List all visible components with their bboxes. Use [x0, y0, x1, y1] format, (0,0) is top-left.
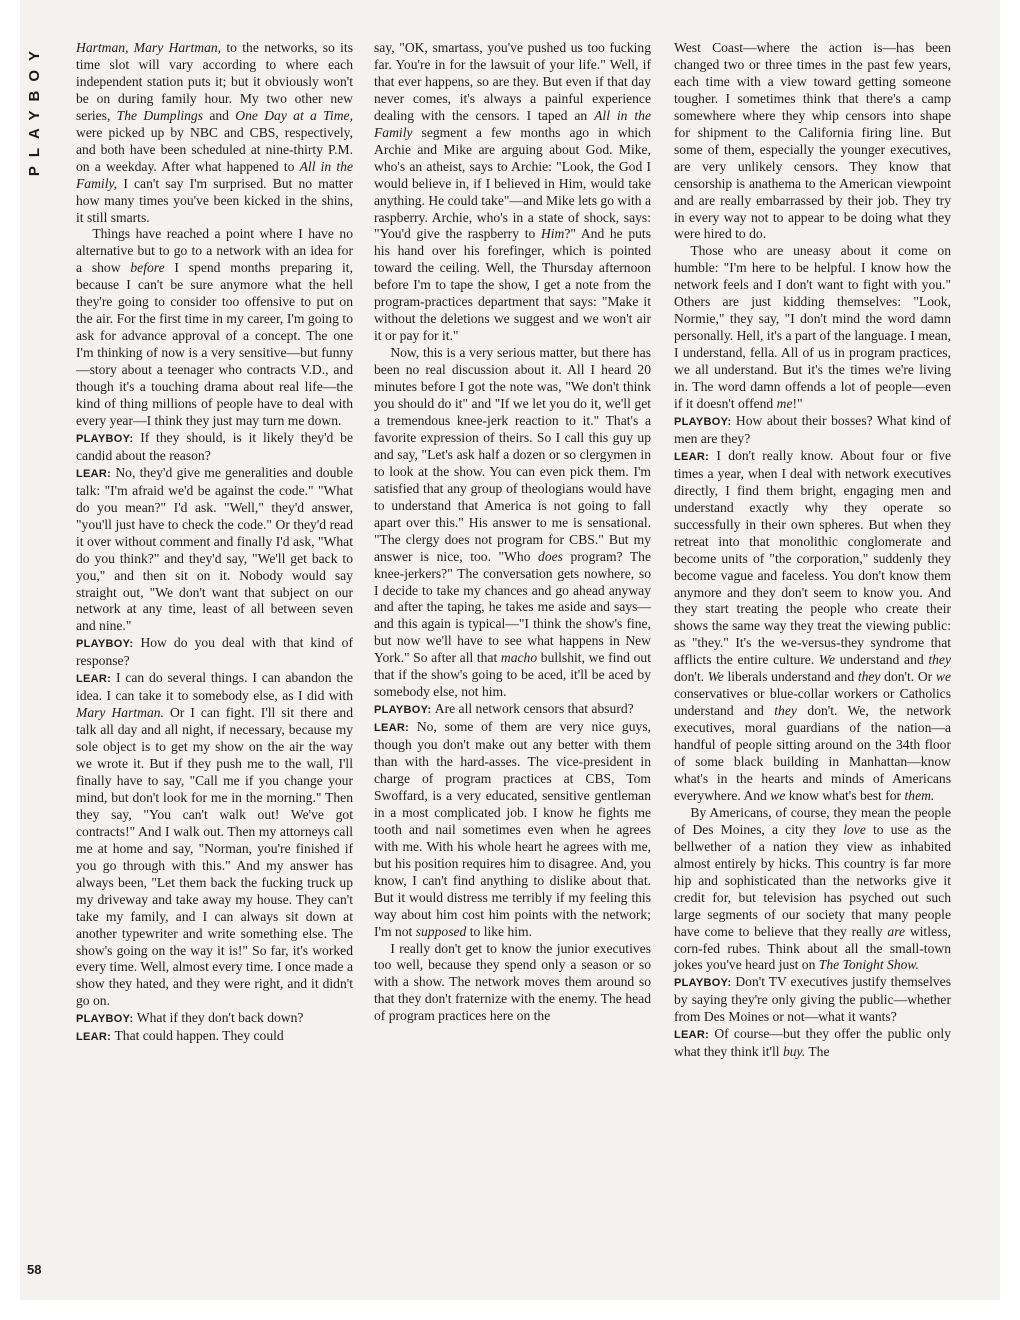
paragraph-text: I can do several things. I can abandon the idea. I can take it to somebody else, as I did with Mary Hartman. Or I can fight. I'll sit there and talk all day and all night, if necessary, because my sole object is to get my show on the air the way we wrote it. But if they push me to the wall, I'll finally have to say, "Call me if you change your mind, but don't look for me in the morning." Then they say, "You can't walk out! We've got contracts!" And I walk out. Then my attorneys call me at home and say, "Norman, you're finished if you go through with this." And my answer has always been, "Let them back the fucking truck up my driveway and take away my house. They can't take my family, and I can always sit down at another typewriter and write something else. The show's going on the way it is!" So far, it's worked every time. Well, almost every time. I once made a show they hated, and they were right, and it didn't go on. [76, 670, 353, 1009]
paragraph [76, 1010, 353, 1028]
paragraph-text: Things have reached a point where I have no alternative but to go to a network with an idea for a show before I spend months preparing it, because I can't be sure anymore what the hell they're going to consider too offensive to put on the air. For the first time in my career, I'm going to ask for advance approval of a concept. The one I'm thinking of now is a very sensitive—but funny—story about a teenager who contracts V.D., and though it's a touching drama about real life—the kind of thing millions of people have to deal with every year—I think they just may turn me down. [76, 226, 353, 428]
paragraph-text: Hartman, Mary Hartman, to the networks, so its time slot will vary according to where each independent station puts it; but it obviously won't be on during family hour. My two other new series, The Dumplings and One Day at a Time, were picked up by NBC and CBS, respectively, and both have been scheduled at nine-thirty P.M. on a weekday. After what happened to All in the Family, I can't say I'm surprised. But no matter how many times you've been kicked in the shins, it still smarts. [76, 40, 353, 225]
paragraph [674, 805, 951, 975]
paragraph-text: No, they'd give me generalities and double talk: "I'm afraid we'd be against the code." "What do you mean?" I'd ask. "Well," they'd answer, "you'll just have to check the code." Or they'd read it over without comment and finally I'd ask, "What do you think?" and they'd say, "We'll get back to you," and then sit on it. Nobody would say straight out, "We don't want that subject on our network at any time, least of all between seven and nine." [76, 464, 354, 634]
paragraph-text: West Coast—where the action is—has been changed two or three times in the past few years, each time with a view toward getting someone tougher. I sometimes think that there's a camp somewhere where they whip censors into shape for shipment to the California firing line. But some of them, especially the younger executives, are very unlikely censors. They know that censorship is anathema to the American viewpoint and are really embarrassed by their job. They try in every way not to appear to be doing what they were hired to do. [674, 40, 951, 242]
text-column-2 [374, 40, 651, 1025]
speaker-label: PLAYBOY: [374, 704, 435, 717]
paragraph-text: Of course—but they offer the public only what they think it'll buy. The [674, 1026, 951, 1060]
speaker-label: PLAYBOY: [76, 432, 141, 445]
paragraph-text: By Americans, of course, they mean the people of Des Moines, a city they love to use as the bellwether of a nation they view as inhabited almost entirely by hicks. This country is far more hip and sophisticated than the networks give it credit for, but television has psyched out such large segments of our society that many people have come to believe that they really are witless, corn-fed rubes. Think about all the small-town jokes you've heard just on The Tonight Show. [674, 804, 951, 973]
text-column-3 [674, 40, 951, 1061]
paragraph [76, 40, 353, 226]
paragraph [674, 40, 951, 243]
paragraph-text: Those who are uneasy about it come on humble: "I'm here to be helpful. I know how the network feels and I don't want to fight with you." Others are just kidding themselves: "Look, Normie," they say, "I don't mind the word damn personally. Hell, it's a part of the language. I mean, I understand, fella. All of us in program practices, we all understand. But it's the times we're living in. The word damn offends a lot of people—even if it doesn't offend me!" [674, 243, 951, 412]
paragraph-text: How do you deal with that kind of response? [76, 635, 353, 669]
paragraph [76, 226, 353, 429]
paragraph-text: No, some of them are very nice guys, though you don't make out any better with them than with the hard-asses. The vice-president in charge of program practices at CBS, Tom Swoffard, is a very educated, sensitive gentleman in a most complicated job. I know he fights me tooth and nail sometimes even when he agrees with me. With his whole heart he agrees with me, but his position requires him to disagree. And, you know, I can't find anything to dislike about that. But it would distress me terribly if my feeling this way about him cost him points with the network; I'm not supposed to like him. [374, 719, 652, 939]
speaker-label: PLAYBOY: [76, 638, 141, 651]
page-number: 58 [27, 1262, 42, 1277]
paragraph-text: I don't really know. About four or five times a year, when I deal with network executives directly, I find them bright, engaging men and understand exactly why they operate so successfully in their own spheres. But when they retreat into that monolithic conglomerate and become units of "the corporation," suddenly they become vague and faceless. You don't know them anymore and they don't seem to know you. And they start treating the people who create their shows the same way they treat the viewing public: as "they." It's the we-versus-they syndrome that afflicts the entire culture. We understand and they don't. We liberals understand and they don't. Or we conservatives or blue-collar workers or Catholics understand and they don't. We, the network executives, moral guardians of the nation—a handful of people sitting around on the 34th floor of some black building in Manhattan—know what's in the hearts and minds of Americans everywhere. And we know what's best for them. [674, 447, 952, 803]
paragraph-text: Now, this is a very serious matter, but there has been no real discussion about it. All I heard 20 minutes before I got the note was, "We don't think you should do it" and "If we let you do it, we'll get a tremendous knee-jerk reaction to it." That's a favorite expression of theirs. So I call this guy up and say, "Let's ask half a dozen or so clergymen in to look at the show. You can even pick them. I'm satisfied that any group of theologians would have to understand that America is not going to fall apart over this." His answer to me is sensational. "The clergy does not program for CBS." But my answer is nice, too. "Who does program? The knee-jerkers?" The conversation gets nowhere, so I decide to take my chances and go ahead anyway and after the taping, he takes me aside and says—and this again is typical—"I think the show's fine, but now we'll have to see what happens in New York." So after all that macho bullshit, we find out that if the show's going to be aced, it'll be aced by somebody else, not him. [374, 345, 651, 700]
paragraph-text: What if they don't back down? [136, 1010, 304, 1026]
text-column-1 [76, 40, 353, 1046]
paragraph-text: Are all network censors that absurd? [434, 701, 634, 717]
speaker-label: LEAR: [374, 722, 417, 735]
speaker-label: PLAYBOY: [674, 415, 736, 428]
paragraph [674, 448, 951, 805]
paragraph-text: Don't TV executives justify themselves by saying they're only giving the public—whether from Des Moines or not—what it wants? [674, 974, 951, 1025]
speaker-label: LEAR: [76, 1031, 115, 1044]
speaker-label: LEAR: [674, 1029, 715, 1042]
paragraph [76, 1028, 353, 1046]
paragraph-text: That could happen. They could [114, 1028, 284, 1044]
paragraph-text: If they should, is it likely they'd be candid about the reason? [76, 429, 353, 463]
paragraph [674, 1026, 951, 1061]
masthead: PLAYBOY [26, 42, 43, 177]
paragraph [76, 465, 353, 636]
paragraph [374, 345, 651, 701]
paragraph [76, 635, 353, 670]
paragraph-text: say, "OK, smartass, you've pushed us too fucking far. You're in for the lawsuit of your life." Well, if that ever happens, so are they. But even if that day never comes, it's always a painful experience dealing with the censors. I taped an All in the Family segment a few months ago in which Archie and Mike are arguing about God. Mike, who's an atheist, says to Archie: "Look, the God I would believe in, if I believed in Him, would take anything. He could take"—and Mike lets go with a raspberry. Archie, who's in a state of shock, says: "You'd give the raspberry to Him?" And he puts his hand over his forefinger, which is pointed toward the ceiling. Well, the Thursday afternoon before I'm to tape the show, I get a note from the program-practices department that says: "Make it without the deletions we suggest and we won't air it or pay for it." [374, 40, 651, 344]
paragraph [374, 40, 651, 345]
paragraph-text: How about their bosses? What kind of men are they? [674, 412, 951, 446]
paragraph [76, 430, 353, 465]
speaker-label: PLAYBOY: [674, 977, 736, 990]
speaker-label: LEAR: [76, 467, 116, 480]
paragraph-text: I really don't get to know the junior executives too well, because they spend only a season or so with a show. The network moves them around so that they don't fraternize with the enemy. The head of program practices here on the [374, 940, 651, 1024]
paragraph [374, 719, 651, 940]
paragraph [76, 670, 353, 1010]
paragraph [374, 941, 651, 1026]
speaker-label: PLAYBOY: [76, 1013, 137, 1026]
paragraph [674, 413, 951, 448]
speaker-label: LEAR: [674, 450, 717, 463]
paragraph [674, 974, 951, 1026]
paragraph [674, 243, 951, 413]
speaker-label: LEAR: [76, 673, 116, 686]
paragraph [374, 701, 651, 719]
